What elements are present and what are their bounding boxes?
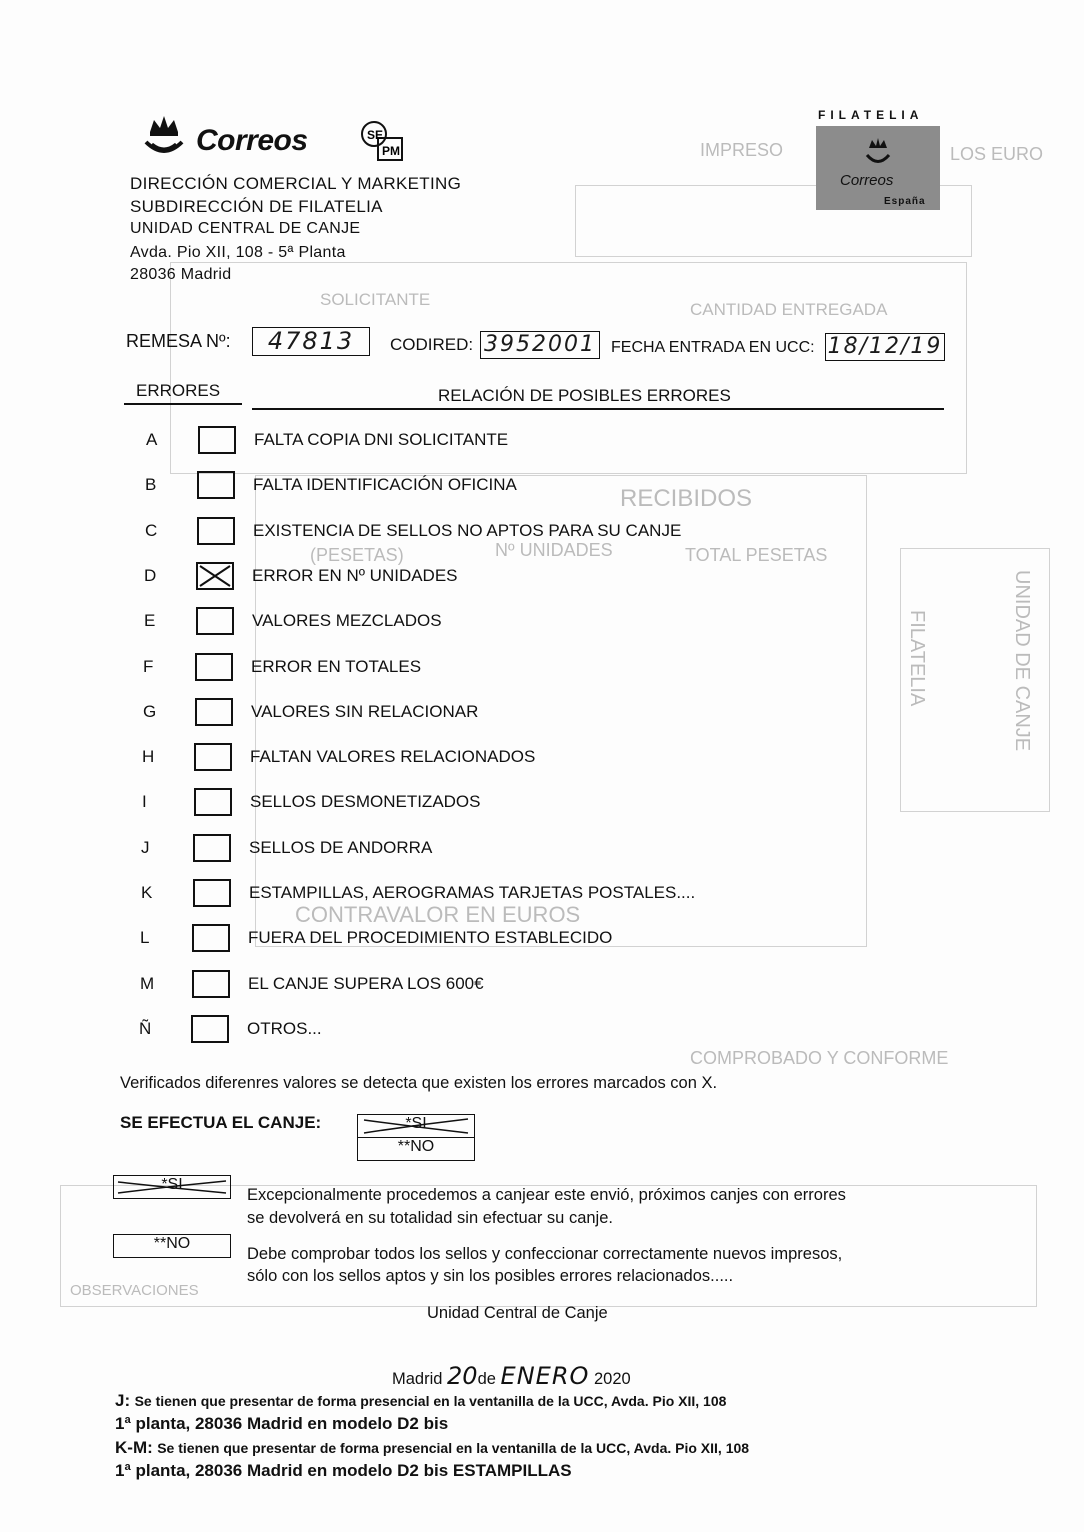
correos-logo: Correos bbox=[196, 124, 308, 157]
note-km bbox=[115, 1438, 749, 1458]
error-checkbox[interactable] bbox=[193, 879, 231, 907]
header-line-3: UNIDAD CENTRAL DE CANJE bbox=[130, 220, 361, 237]
header-line-4: Avda. Pio XII, 108 - 5ª Planta bbox=[130, 244, 346, 261]
error-text: FALTA IDENTIFICACIÓN OFICINA bbox=[253, 475, 517, 494]
error-row bbox=[143, 653, 863, 683]
ghost-text: IMPRESO bbox=[700, 140, 784, 160]
error-letter: F bbox=[143, 657, 154, 676]
error-text: FUERA DEL PROCEDIMIENTO ESTABLECIDO bbox=[248, 928, 613, 947]
ghost-text: RECIBIDOS bbox=[620, 485, 753, 512]
date-month[interactable]: ENERO bbox=[500, 1362, 590, 1390]
note-km-label: K-M: bbox=[115, 1438, 153, 1457]
svg-text:PM: PM bbox=[382, 144, 400, 158]
note-km-line2: 1ª planta, 28036 Madrid en modelo D2 bis ESTAMPILLAS bbox=[115, 1461, 572, 1480]
header-line-1: DIRECCIÓN COMERCIAL Y MARKETING bbox=[130, 174, 462, 193]
error-row bbox=[140, 970, 860, 1000]
ghost-text: UNIDAD DE CANJE bbox=[1011, 570, 1033, 752]
error-checkbox[interactable] bbox=[197, 517, 235, 545]
error-text: ERROR EN TOTALES bbox=[251, 657, 422, 676]
option-no-text-1: Debe comprobar todos los sellos y confeccionar correctamente nuevos impresos, bbox=[247, 1245, 843, 1263]
remesa-label: REMESA Nº: bbox=[126, 331, 231, 351]
error-letter: Ñ bbox=[139, 1019, 152, 1038]
errores-underline bbox=[124, 403, 242, 405]
stamp-country: España bbox=[884, 196, 926, 207]
header-line-5: 28036 Madrid bbox=[130, 266, 232, 283]
ghost-text: CANTIDAD ENTREGADA bbox=[690, 300, 888, 319]
error-row bbox=[144, 562, 864, 592]
sepm-logo-icon bbox=[360, 120, 406, 162]
filatelia-stamp bbox=[812, 108, 942, 212]
crown-icon bbox=[142, 112, 186, 160]
date-line bbox=[392, 1362, 631, 1390]
error-row bbox=[142, 743, 862, 773]
canje-si-box[interactable] bbox=[357, 1114, 475, 1138]
ghost-text: Nº UNIDADES bbox=[495, 540, 613, 560]
option-no-box[interactable] bbox=[113, 1234, 231, 1258]
note-j bbox=[115, 1391, 726, 1411]
ghost-text: (PESETAS) bbox=[310, 545, 404, 565]
remesa-value[interactable]: 47813 bbox=[252, 327, 370, 356]
error-row bbox=[139, 1015, 859, 1045]
relacion-heading: RELACIÓN DE POSIBLES ERRORES bbox=[438, 386, 731, 405]
svg-text:SE: SE bbox=[367, 128, 384, 142]
error-letter: A bbox=[146, 430, 158, 449]
canje-no-label: **NO bbox=[397, 1138, 435, 1155]
error-row bbox=[146, 426, 866, 456]
relacion-underline bbox=[252, 408, 944, 410]
error-letter: D bbox=[144, 566, 157, 585]
stamp-brand: Correos bbox=[840, 172, 894, 189]
cross-out-mark bbox=[358, 1115, 474, 1137]
ghost-text: COMPROBADO Y CONFORME bbox=[690, 1048, 949, 1068]
cross-out-mark bbox=[114, 1176, 230, 1198]
error-checkbox[interactable] bbox=[193, 834, 231, 862]
canje-label: SE EFECTUA EL CANJE: bbox=[120, 1113, 322, 1132]
error-text: FALTA COPIA DNI SOLICITANTE bbox=[254, 430, 509, 449]
option-no-label: **NO bbox=[153, 1235, 191, 1252]
error-checkbox[interactable] bbox=[191, 1015, 229, 1043]
option-si-label: *SI bbox=[161, 1176, 183, 1193]
stamp-title: FILATELIA bbox=[818, 108, 924, 122]
ghost-text: LOS EURO bbox=[950, 144, 1044, 164]
ghost-text: CONTRAVALOR EN EUROS bbox=[295, 902, 581, 927]
error-letter: G bbox=[143, 702, 157, 721]
codired-value[interactable]: 3952001 bbox=[480, 331, 600, 359]
canje-si-label: *SI bbox=[405, 1115, 427, 1132]
date-year: 2020 bbox=[593, 1370, 631, 1388]
error-letter: K bbox=[141, 883, 153, 902]
fecha-label: FECHA ENTRADA EN UCC: bbox=[611, 339, 815, 356]
canje-no-box[interactable] bbox=[357, 1137, 475, 1161]
error-checkbox[interactable] bbox=[195, 653, 233, 681]
error-row bbox=[142, 788, 862, 818]
error-row bbox=[141, 879, 861, 909]
error-row bbox=[140, 924, 860, 954]
error-row bbox=[141, 834, 861, 864]
check-x-icon bbox=[198, 564, 232, 588]
ghost-text: TOTAL PESETAS bbox=[685, 545, 828, 565]
error-checkbox[interactable] bbox=[192, 970, 230, 998]
error-checkbox[interactable] bbox=[194, 788, 232, 816]
ghost-text: FILATELIA bbox=[906, 610, 928, 707]
option-si-text-1: Excepcionalmente procedemos a canjear este envió, próximos canjes con errores bbox=[247, 1186, 846, 1204]
ghost-text: SOLICITANTE bbox=[320, 290, 431, 309]
error-checkbox[interactable] bbox=[196, 607, 234, 635]
note-j-line2: 1ª planta, 28036 Madrid en modelo D2 bis bbox=[115, 1414, 449, 1433]
header-line-2: SUBDIRECCIÓN DE FILATELIA bbox=[130, 197, 383, 216]
error-letter: J bbox=[141, 838, 150, 857]
ghost-text: OBSERVACIONES bbox=[70, 1282, 199, 1299]
ghost-frame bbox=[900, 548, 1050, 812]
error-checkbox[interactable] bbox=[195, 698, 233, 726]
date-prefix: Madrid bbox=[392, 1370, 443, 1388]
error-text: SELLOS DE ANDORRA bbox=[249, 838, 433, 857]
error-text: EXISTENCIA DE SELLOS NO APTOS PARA SU CANJE bbox=[253, 521, 682, 540]
error-text: OTROS... bbox=[247, 1019, 322, 1038]
error-text: FALTAN VALORES RELACIONADOS bbox=[250, 747, 536, 766]
error-row bbox=[144, 607, 864, 637]
note-km-text: Se tienen que presentar de forma presencial en la ventanilla de la UCC, Avda. Pio XII, 108 bbox=[157, 1440, 750, 1456]
error-text: ESTAMPILLAS, AEROGRAMAS TARJETAS POSTALES.... bbox=[249, 883, 696, 902]
stamp-crown-icon bbox=[864, 136, 892, 168]
option-no-text-2: sólo con los sellos aptos y sin los posibles errores relacionados..... bbox=[247, 1267, 734, 1285]
error-letter: H bbox=[142, 747, 155, 766]
error-letter: B bbox=[145, 475, 157, 494]
option-si-text-2: se devolverá en su totalidad sin efectuar su canje. bbox=[247, 1209, 613, 1227]
error-letter: L bbox=[140, 928, 150, 947]
verification-text: Verificados diferenres valores se detecta que existen los errores marcados con X. bbox=[120, 1074, 718, 1092]
error-letter: E bbox=[144, 611, 156, 630]
codired-label: CODIRED: bbox=[390, 335, 474, 354]
option-si-box[interactable] bbox=[113, 1175, 231, 1199]
error-letter: M bbox=[140, 974, 155, 993]
error-letter: C bbox=[145, 521, 158, 540]
error-checkbox[interactable] bbox=[192, 924, 230, 952]
error-text: SELLOS DESMONETIZADOS bbox=[250, 792, 481, 811]
error-checkbox[interactable] bbox=[194, 743, 232, 771]
date-de: de bbox=[477, 1370, 496, 1388]
error-checkbox[interactable] bbox=[198, 426, 236, 454]
error-text: EL CANJE SUPERA LOS 600€ bbox=[248, 974, 484, 993]
error-text: ERROR EN Nº UNIDADES bbox=[252, 566, 458, 585]
error-checkbox[interactable] bbox=[196, 562, 234, 590]
error-row bbox=[143, 698, 863, 728]
note-j-text: Se tienen que presentar de forma presencial en la ventanilla de la UCC, Avda. Pio XII, 108 bbox=[134, 1393, 727, 1409]
fecha-value[interactable]: 18/12/19 bbox=[825, 333, 945, 361]
errores-heading: ERRORES bbox=[136, 381, 221, 400]
error-row bbox=[145, 471, 865, 501]
signature: Unidad Central de Canje bbox=[427, 1304, 608, 1322]
error-text: VALORES MEZCLADOS bbox=[252, 611, 442, 630]
note-j-label: J: bbox=[115, 1391, 131, 1410]
error-text: VALORES SIN RELACIONAR bbox=[251, 702, 479, 721]
error-checkbox[interactable] bbox=[197, 471, 235, 499]
error-letter: I bbox=[142, 792, 147, 811]
error-row bbox=[145, 517, 865, 547]
date-day[interactable]: 20 bbox=[447, 1362, 478, 1390]
